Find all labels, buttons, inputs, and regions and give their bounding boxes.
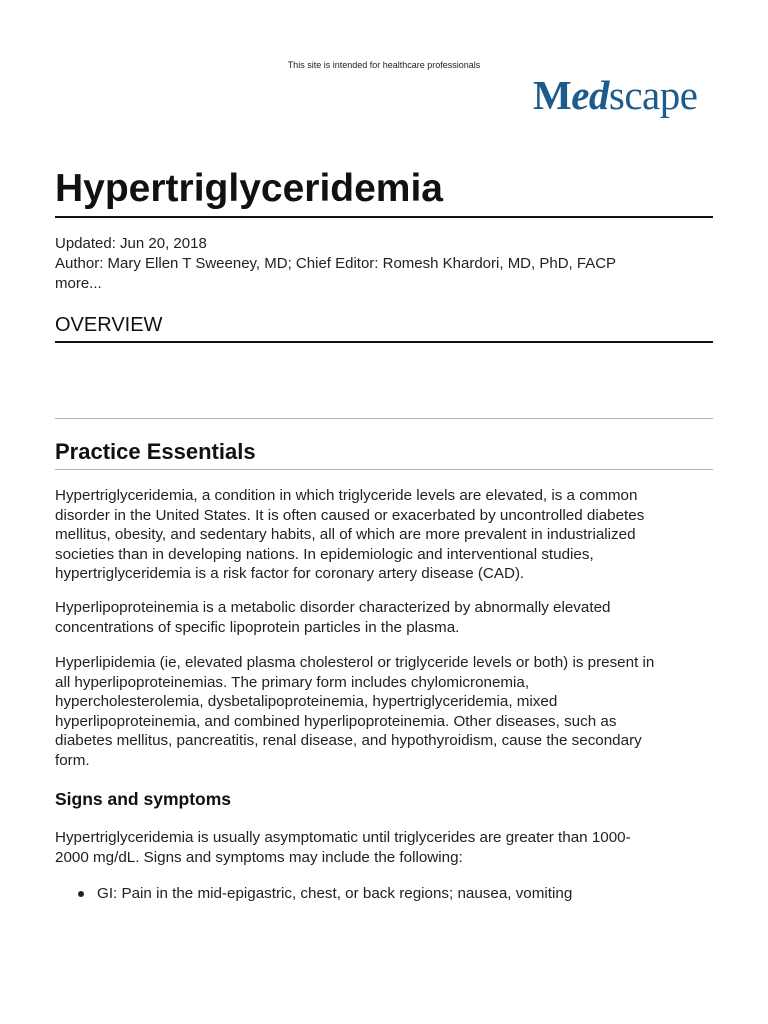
- paragraph-line: hypertriglyceridemia is a risk factor for coronary artery disease (CAD).: [55, 565, 525, 582]
- author-line: Author: Mary Ellen T Sweeney, MD; Chief Editor: Romesh Khardori, MD, PhD, FACP: [55, 255, 617, 272]
- logo-med: [533, 72, 609, 118]
- symptoms-list: [55, 884, 572, 904]
- bullet-icon: [78, 891, 84, 897]
- signs-symptoms-heading: Signs and symptoms: [55, 789, 232, 809]
- paragraph-line: 2000 mg/dL. Signs and symptoms may include the following:: [55, 848, 463, 866]
- list-item: [55, 884, 572, 904]
- paragraph-intro: [55, 486, 715, 584]
- list-item-text: GI: Pain in the mid-epigastric, chest, or back regions; nausea, vomiting: [97, 885, 573, 902]
- paragraph-line: all hyperlipoproteinemias. The primary form includes chylomicronemia,: [55, 673, 530, 691]
- logo-m: M: [533, 72, 572, 118]
- title-divider: [55, 216, 713, 218]
- paragraph-line: Hyperlipidemia (ie, elevated plasma cholesterol or triglyceride levels or both) is present in: [55, 654, 655, 671]
- paragraph-line: societies than in developing nations. In epidemiologic and interventional studies,: [55, 545, 594, 563]
- paragraph-line: hyperlipoproteinemia, and combined hyperlipoproteinemia. Other diseases, such as: [55, 712, 617, 730]
- faded-artifact: [58, 116, 333, 154]
- paragraph-line: hypercholesterolemia, dysbetalipoproteinemia, hypertriglyceridemia, mixed: [55, 693, 558, 710]
- logo-ed: ed: [571, 72, 609, 118]
- practice-essentials-heading: Practice Essentials: [55, 439, 256, 464]
- paragraph-hyperlipidemia: [55, 653, 715, 770]
- logo-scape: scape: [608, 72, 698, 118]
- medscape-logo[interactable]: [533, 72, 697, 118]
- paragraph-line: concentrations of specific lipoprotein particles in the plasma.: [55, 618, 460, 636]
- paragraph-signs: [55, 828, 715, 867]
- paragraph-line: disorder in the United States. It is often caused or exacerbated by uncontrolled diabetes: [55, 506, 645, 524]
- updated-date: Updated: Jun 20, 2018: [55, 235, 207, 252]
- overview-divider: [55, 341, 713, 343]
- article-meta: [55, 234, 616, 294]
- section-top-divider: [55, 418, 713, 419]
- paragraph-line: form.: [55, 751, 90, 769]
- paragraph-line: Hypertriglyceridemia, a condition in which triglyceride levels are elevated, is a common: [55, 487, 638, 504]
- overview-heading: OVERVIEW: [55, 314, 163, 336]
- paragraph-line: mellitus, obesity, and sedentary habits, all of which are more prevalent in industrialized: [55, 526, 636, 543]
- healthcare-professionals-notice: This site is intended for healthcare professionals: [287, 60, 481, 70]
- section-heading-divider: [55, 469, 713, 470]
- paragraph-line: diabetes mellitus, pancreatitis, renal disease, and hypothyroidism, cause the secondary: [55, 732, 642, 749]
- more-link[interactable]: more...: [55, 275, 102, 292]
- article-title: Hypertriglyceridemia: [55, 167, 444, 210]
- paragraph-line: Hypertriglyceridemia is usually asymptomatic until triglycerides are greater than 1000-: [55, 829, 631, 846]
- paragraph-line: Hyperlipoproteinemia is a metabolic disorder characterized by abnormally elevated: [55, 599, 611, 616]
- paragraph-hyperlipoproteinemia: [55, 598, 715, 637]
